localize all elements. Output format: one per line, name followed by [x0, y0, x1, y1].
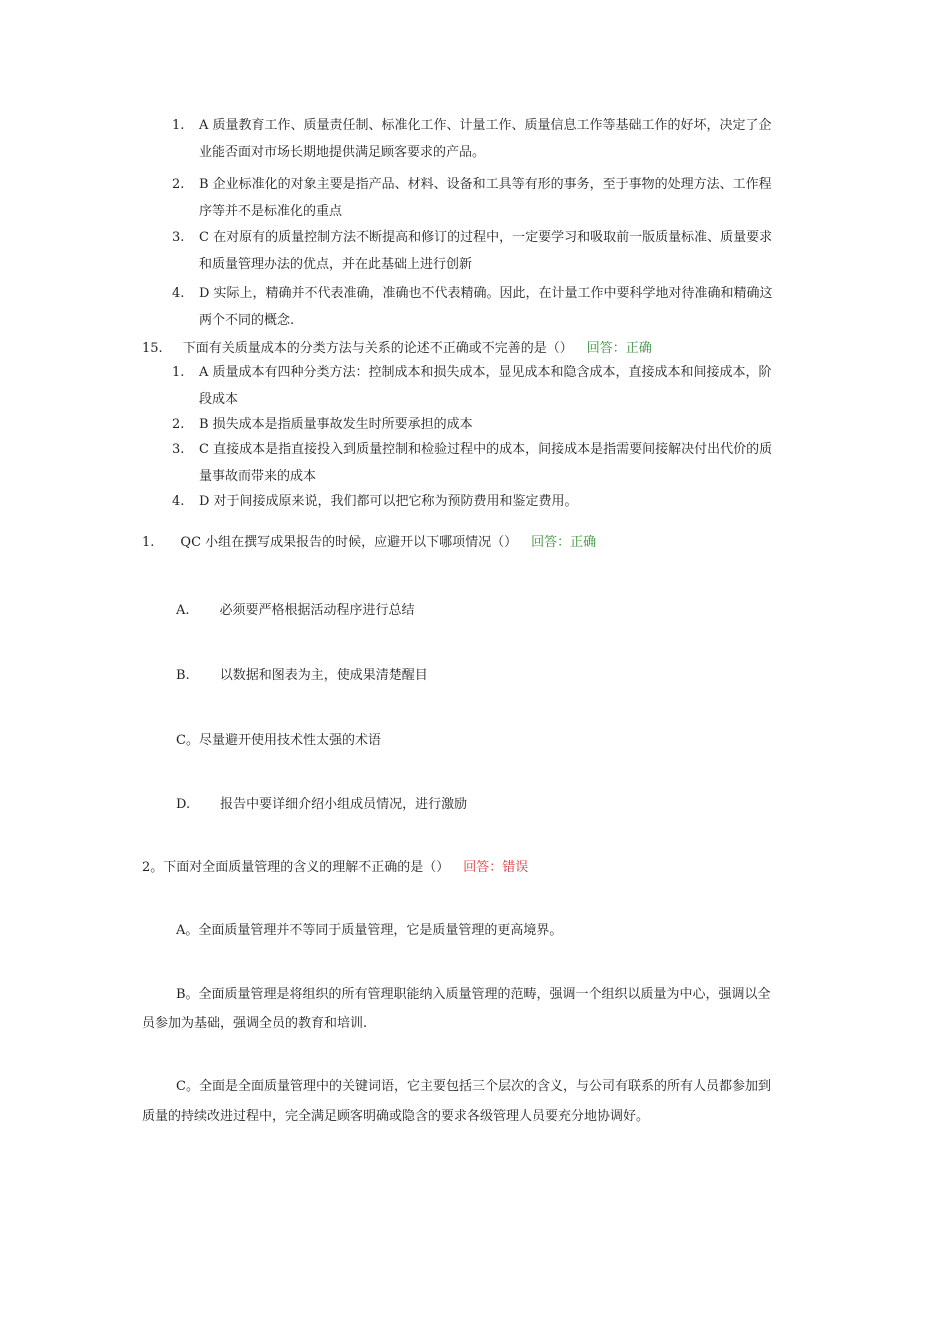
- option-number: 4.: [172, 286, 185, 301]
- option-c-line2: [142, 1108, 649, 1126]
- question-15: [142, 340, 652, 358]
- question-number: 15.: [142, 341, 163, 356]
- option-number: 3.: [172, 230, 185, 245]
- option-text: D 对于间接成原来说，我们都可以把它称为预防费用和鉴定费用。: [199, 494, 578, 509]
- option-text: 以数据和图表为主，使成果清楚醒目: [219, 668, 428, 683]
- option-label: A.: [176, 603, 190, 618]
- option-b-line1: [176, 986, 771, 1004]
- option-label: D.: [176, 797, 191, 812]
- answer-correct-label: 回答：正确: [586, 341, 652, 356]
- option-text: C。尽量避开使用技术性太强的术语: [176, 733, 381, 748]
- option-d: [176, 796, 467, 814]
- option-text: B 企业标准化的对象主要是指产品、材料、设备和工具等有形的事务，至于事物的处理方法、工作程 序等并不是标准化的重点: [199, 177, 772, 219]
- option-number: 2.: [172, 417, 185, 432]
- option-number: 1.: [172, 365, 185, 380]
- question-text: QC 小组在撰写成果报告的时候，应避开以下哪项情况（）: [180, 535, 518, 550]
- option-b-line2: [142, 1015, 367, 1033]
- option-number: 1.: [172, 118, 185, 133]
- option-text: 报告中要详细介绍小组成员情况，进行激励: [220, 797, 468, 812]
- option-c: [176, 732, 381, 750]
- option-c-line1: [176, 1078, 771, 1096]
- option-text: 质量的持续改进过程中，完全满足顾客明确或隐含的要求各级管理人员要充分地协调好。: [142, 1109, 650, 1124]
- question-text: 下面有关质量成本的分类方法与关系的论述不正确或不完善的是（）: [182, 341, 573, 356]
- option-text: B。全面质量管理是将组织的所有管理职能纳入质量管理的范畴，强调一个组织以质量为中心，强调以全: [176, 987, 771, 1002]
- answer-wrong-label: 回答：错误: [463, 860, 529, 875]
- option-number: 2.: [172, 177, 185, 192]
- option-text: C。全面是全面质量管理中的关键词语，它主要包括三个层次的含义，与公司有联系的所有人员都参加到: [176, 1079, 771, 1094]
- option-b: [176, 667, 428, 685]
- option-number: 4.: [172, 494, 185, 509]
- option-text: A 质量成本有四种分类方法：控制成本和损失成本，显见成本和隐含成本，直接成本和间接成本，阶 段成本: [199, 365, 772, 407]
- option-text: D 实际上，精确并不代表准确，准确也不代表精确。因此，在计量工作中要科学地对待准确和精确这 两个不同的概念.: [199, 286, 773, 328]
- option-text: C 直接成本是指直接投入到质量控制和检验过程中的成本，间接成本是指需要间接解决付出代价的质 量事故而带来的成本: [199, 442, 773, 484]
- option-text: C 在对原有的质量控制方法不断提高和修订的过程中，一定要学习和吸取前一版质量标准、质量要求 和质量管理办法的优点，并在此基础上进行创新: [199, 230, 773, 272]
- option-label: B.: [176, 668, 190, 683]
- option-a: [176, 922, 562, 940]
- option-text: A 质量教育工作、质量责任制、标准化工作、计量工作、质量信息工作等基础工作的好坏，决定了企 业能否面对市场长期地提供满足顾客要求的产品。: [199, 118, 772, 160]
- option-text: A。全面质量管理并不等同于质量管理，它是质量管理的更高境界。: [176, 923, 563, 938]
- question-number: 1.: [142, 535, 155, 550]
- option-text: 员参加为基础，强调全员的教育和培训.: [142, 1016, 368, 1031]
- option-text: B 损失成本是指质量事故发生时所要承担的成本: [199, 417, 473, 432]
- option-a: [176, 602, 415, 620]
- answer-correct-label: 回答：正确: [531, 535, 597, 550]
- question-1: [142, 534, 596, 552]
- option-text: 必须要严格根据活动程序进行总结: [219, 603, 415, 618]
- option-number: 3.: [172, 442, 185, 457]
- question-2: [142, 859, 528, 877]
- question-text: 2。下面对全面质量管理的含义的理解不正确的是（）: [142, 860, 450, 875]
